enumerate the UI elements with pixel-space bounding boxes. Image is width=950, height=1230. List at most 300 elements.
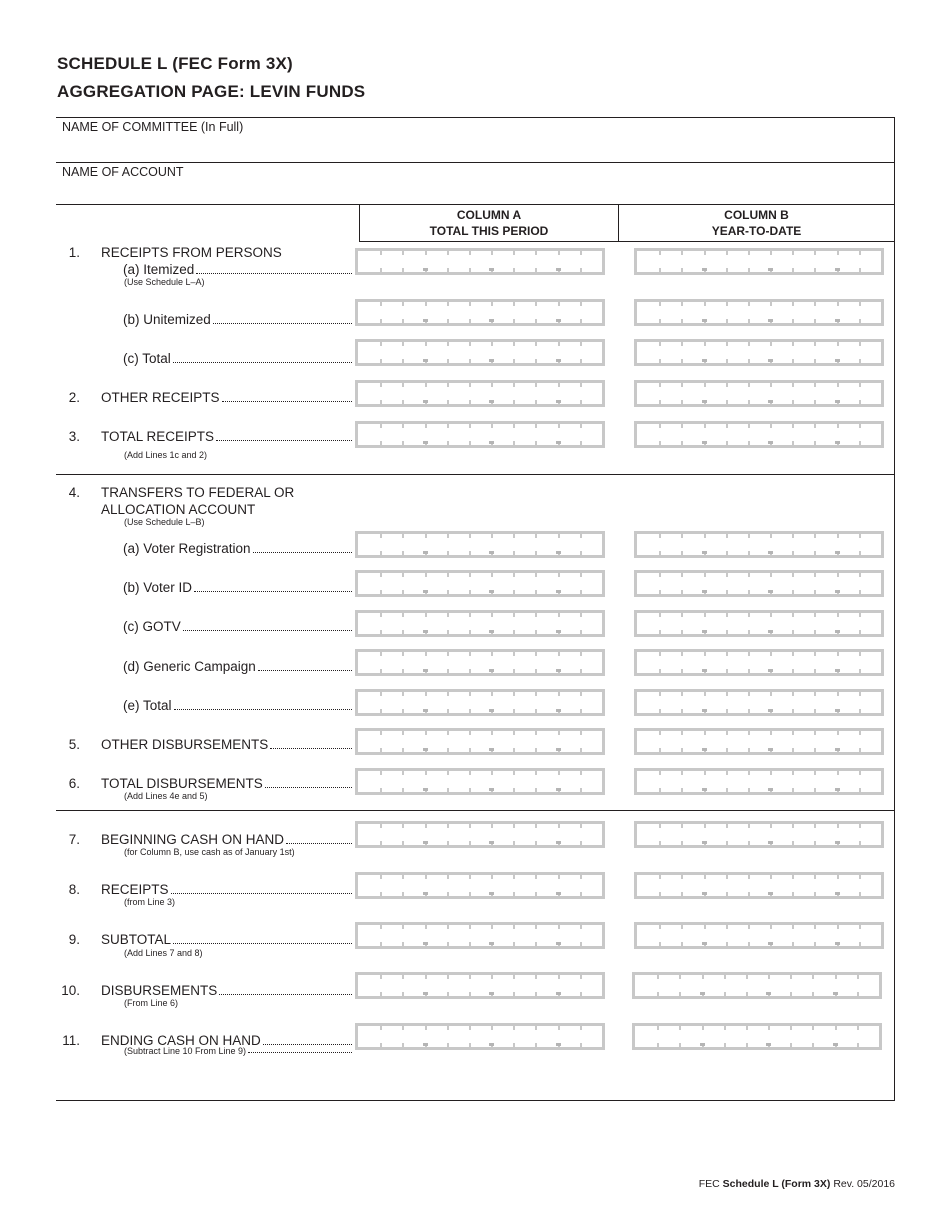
line-3-note: (Add Lines 1c and 2): [124, 450, 208, 460]
line-4b-column-b-input[interactable]: [634, 570, 884, 597]
line-1c-column-a-input[interactable]: [355, 339, 605, 366]
line-4a-column-b-input[interactable]: [634, 531, 884, 558]
separator-mark: [766, 992, 771, 995]
digit-tick: [447, 748, 449, 752]
separator-mark: [556, 268, 561, 271]
separator-mark: [423, 992, 428, 995]
digit-tick: [380, 892, 382, 896]
line-2-column-b-input[interactable]: [634, 380, 884, 407]
digit-tick: [681, 424, 683, 428]
digit-tick: [580, 613, 582, 617]
digit-tick: [447, 992, 449, 996]
digit-tick: [558, 573, 560, 577]
digit-tick: [792, 342, 794, 346]
digit-tick: [704, 613, 706, 617]
line-8-column-a-input[interactable]: [355, 872, 605, 899]
digit-tick: [558, 875, 560, 879]
line-1a-column-a-input[interactable]: [355, 248, 605, 275]
digit-tick: [513, 709, 515, 713]
account-name-label: NAME OF ACCOUNT: [62, 165, 184, 179]
line-1a-row-label: [123, 262, 352, 277]
digit-tick: [447, 359, 449, 363]
line-4e-row-label: [123, 698, 352, 713]
digit-tick: [469, 268, 471, 272]
digit-tick: [659, 268, 661, 272]
digit-tick: [469, 319, 471, 323]
digit-tick: [535, 400, 537, 404]
digit-tick: [859, 841, 861, 845]
column-b-header: [619, 207, 894, 239]
digit-tick: [659, 788, 661, 792]
digit-tick: [659, 771, 661, 775]
separator-mark: [833, 992, 838, 995]
separator-mark: [423, 630, 428, 633]
digit-tick: [535, 1043, 537, 1047]
digit-tick: [580, 669, 582, 673]
digit-tick: [790, 975, 792, 979]
digit-tick: [580, 975, 582, 979]
line-1b-column-a-input[interactable]: [355, 299, 605, 326]
digit-tick: [380, 975, 382, 979]
digit-tick: [837, 251, 839, 255]
digit-tick: [447, 1043, 449, 1047]
digit-tick: [837, 925, 839, 929]
digit-tick: [469, 709, 471, 713]
digit-tick: [513, 268, 515, 272]
line-9-label: SUBTOTAL: [101, 932, 172, 947]
digit-tick: [402, 942, 404, 946]
digit-tick: [726, 748, 728, 752]
digit-tick: [726, 875, 728, 879]
separator-mark: [556, 892, 561, 895]
leader-dots: [253, 552, 352, 553]
digit-tick: [513, 975, 515, 979]
digit-tick: [659, 251, 661, 255]
line-4e-column-b-input[interactable]: [634, 689, 884, 716]
digit-tick: [770, 771, 772, 775]
digit-tick: [535, 319, 537, 323]
digit-tick: [681, 573, 683, 577]
digit-tick: [681, 251, 683, 255]
digit-tick: [535, 669, 537, 673]
separator-mark: [423, 841, 428, 844]
digit-tick: [402, 319, 404, 323]
line-10-column-a-input[interactable]: [355, 972, 605, 999]
digit-tick: [491, 424, 493, 428]
line-4-number: 4.: [68, 485, 80, 500]
line-3-column-b-input[interactable]: [634, 421, 884, 448]
separator-mark: [489, 630, 494, 633]
digit-tick: [380, 630, 382, 634]
digit-tick: [380, 942, 382, 946]
digit-tick: [679, 992, 681, 996]
digit-tick: [792, 400, 794, 404]
digit-tick: [748, 424, 750, 428]
digit-tick: [681, 824, 683, 828]
digit-tick: [469, 551, 471, 555]
digit-tick: [513, 573, 515, 577]
digit-tick: [659, 400, 661, 404]
digit-tick: [659, 709, 661, 713]
digit-tick: [659, 302, 661, 306]
digit-tick: [447, 573, 449, 577]
digit-tick: [469, 1026, 471, 1030]
digit-tick: [859, 630, 861, 634]
digit-tick: [535, 652, 537, 656]
digit-tick: [770, 573, 772, 577]
digit-tick: [726, 841, 728, 845]
digit-tick: [859, 590, 861, 594]
digit-tick: [659, 824, 661, 828]
line-4c-column-b-input[interactable]: [634, 610, 884, 637]
line-11-number: 11.: [62, 1033, 80, 1048]
line-8-column-b-input[interactable]: [634, 872, 884, 899]
digit-tick: [558, 383, 560, 387]
digit-tick: [792, 731, 794, 735]
line-2-number: 2.: [68, 390, 80, 405]
line-4-label-line-2: ALLOCATION ACCOUNT: [101, 502, 256, 517]
separator-mark: [489, 942, 494, 945]
digit-tick: [859, 400, 861, 404]
digit-tick: [859, 788, 861, 792]
digit-tick: [726, 824, 728, 828]
digit-tick: [748, 400, 750, 404]
digit-tick: [814, 892, 816, 896]
separator-mark: [489, 551, 494, 554]
digit-tick: [748, 875, 750, 879]
digit-tick: [513, 424, 515, 428]
digit-tick: [558, 251, 560, 255]
digit-tick: [681, 268, 683, 272]
digit-tick: [425, 875, 427, 879]
digit-tick: [792, 748, 794, 752]
separator-mark: [423, 551, 428, 554]
separator-mark: [556, 400, 561, 403]
digit-tick: [748, 942, 750, 946]
digit-tick: [681, 342, 683, 346]
digit-tick: [580, 383, 582, 387]
separator-mark: [702, 630, 707, 633]
digit-tick: [837, 875, 839, 879]
line-6-column-b-input[interactable]: [634, 768, 884, 795]
digit-tick: [702, 1026, 704, 1030]
digit-tick: [659, 692, 661, 696]
line-4d-column-a-input[interactable]: [355, 649, 605, 676]
digit-tick: [681, 692, 683, 696]
digit-tick: [380, 709, 382, 713]
digit-tick: [580, 342, 582, 346]
digit-tick: [513, 731, 515, 735]
digit-tick: [837, 692, 839, 696]
digit-tick: [724, 992, 726, 996]
digit-tick: [380, 748, 382, 752]
form-frame-bottom: [56, 1100, 895, 1101]
separator-mark: [489, 892, 494, 895]
line-2-row-label: [101, 390, 352, 405]
line-4a-label: (a) Voter Registration: [123, 541, 251, 556]
separator-mark: [702, 268, 707, 271]
digit-tick: [469, 424, 471, 428]
line-5-column-b-input[interactable]: [634, 728, 884, 755]
digit-tick: [770, 534, 772, 538]
digit-tick: [859, 709, 861, 713]
digit-tick: [681, 771, 683, 775]
digit-tick: [659, 534, 661, 538]
digit-tick: [447, 319, 449, 323]
digit-tick: [380, 992, 382, 996]
digit-tick: [469, 342, 471, 346]
leader-dots: [265, 787, 352, 788]
separator-mark: [768, 788, 773, 791]
separator-mark: [835, 841, 840, 844]
digit-tick: [447, 771, 449, 775]
line-4b-row-label: [123, 580, 352, 595]
line-4d-column-b-input[interactable]: [634, 649, 884, 676]
digit-tick: [402, 302, 404, 306]
leader-dots: [258, 670, 352, 671]
digit-tick: [704, 534, 706, 538]
digit-tick: [447, 613, 449, 617]
digit-tick: [792, 359, 794, 363]
line-11-column-a-input[interactable]: [355, 1023, 605, 1050]
digit-tick: [681, 788, 683, 792]
digit-tick: [814, 268, 816, 272]
separator-mark: [702, 441, 707, 444]
digit-tick: [681, 441, 683, 445]
digit-tick: [535, 424, 537, 428]
digit-tick: [726, 630, 728, 634]
separator-mark: [835, 319, 840, 322]
separator-mark: [768, 400, 773, 403]
separator-mark: [489, 992, 494, 995]
digit-tick: [380, 788, 382, 792]
digit-tick: [380, 841, 382, 845]
digit-tick: [814, 841, 816, 845]
digit-tick: [580, 692, 582, 696]
digit-tick: [770, 342, 772, 346]
line-1-number: 1.: [68, 245, 80, 260]
digit-tick: [535, 748, 537, 752]
line-9-column-b-input[interactable]: [634, 922, 884, 949]
digit-tick: [380, 424, 382, 428]
digit-tick: [814, 824, 816, 828]
separator-mark: [489, 709, 494, 712]
digit-tick: [447, 534, 449, 538]
separator-mark: [702, 319, 707, 322]
separator-mark: [556, 630, 561, 633]
digit-tick: [659, 613, 661, 617]
separator-mark: [768, 841, 773, 844]
digit-tick: [580, 892, 582, 896]
digit-tick: [447, 590, 449, 594]
column-b-subheading: YEAR-TO-DATE: [711, 224, 802, 238]
digit-tick: [402, 748, 404, 752]
separator-mark: [768, 359, 773, 362]
line-3-row-label: [101, 429, 352, 444]
digit-tick: [748, 748, 750, 752]
line-10-column-b-input[interactable]: [632, 972, 882, 999]
digit-tick: [657, 1026, 659, 1030]
digit-tick: [469, 652, 471, 656]
separator-mark: [556, 942, 561, 945]
digit-tick: [580, 875, 582, 879]
digit-tick: [580, 400, 582, 404]
digit-tick: [726, 534, 728, 538]
digit-tick: [659, 319, 661, 323]
digit-tick: [447, 692, 449, 696]
digit-tick: [726, 251, 728, 255]
digit-tick: [447, 302, 449, 306]
digit-tick: [726, 613, 728, 617]
line-8-note: (from Line 3): [124, 897, 176, 907]
line-1c-label: (c) Total: [123, 351, 171, 366]
digit-tick: [726, 342, 728, 346]
line-6-row-label: [101, 776, 352, 791]
digit-tick: [859, 268, 861, 272]
digit-tick: [580, 359, 582, 363]
digit-tick: [513, 992, 515, 996]
line-4a-column-a-input[interactable]: [355, 531, 605, 558]
line-11-column-b-input[interactable]: [632, 1023, 882, 1050]
digit-tick: [726, 573, 728, 577]
digit-tick: [469, 590, 471, 594]
digit-tick: [402, 359, 404, 363]
line-4c-column-a-input[interactable]: [355, 610, 605, 637]
digit-tick: [469, 669, 471, 673]
separator-mark: [423, 359, 428, 362]
digit-tick: [859, 342, 861, 346]
digit-tick: [380, 925, 382, 929]
digit-tick: [748, 692, 750, 696]
line-2-column-a-input[interactable]: [355, 380, 605, 407]
leader-dots: [194, 591, 352, 592]
line-5-column-a-input[interactable]: [355, 728, 605, 755]
digit-tick: [469, 824, 471, 828]
leader-dots: [171, 893, 352, 894]
digit-tick: [469, 613, 471, 617]
line-5-number: 5.: [68, 737, 80, 752]
digit-tick: [859, 534, 861, 538]
digit-tick: [659, 551, 661, 555]
digit-tick: [726, 709, 728, 713]
line-5-label: OTHER DISBURSEMENTS: [101, 737, 269, 752]
line-5-row-label: [101, 737, 352, 752]
digit-tick: [402, 841, 404, 845]
digit-tick: [447, 652, 449, 656]
section-divider: [56, 474, 895, 475]
line-10-note: (From Line 6): [124, 998, 179, 1008]
line-1a-column-b-input[interactable]: [634, 248, 884, 275]
separator-mark: [556, 992, 561, 995]
digit-tick: [859, 892, 861, 896]
digit-tick: [447, 975, 449, 979]
line-4d-label: (d) Generic Campaign: [123, 659, 256, 674]
digit-tick: [513, 359, 515, 363]
digit-tick: [380, 319, 382, 323]
digit-tick: [535, 630, 537, 634]
digit-tick: [469, 359, 471, 363]
digit-tick: [447, 268, 449, 272]
digit-tick: [770, 424, 772, 428]
digit-tick: [535, 534, 537, 538]
digit-tick: [402, 788, 404, 792]
line-4e-column-a-input[interactable]: [355, 689, 605, 716]
digit-tick: [792, 441, 794, 445]
line-3-column-a-input[interactable]: [355, 421, 605, 448]
digit-tick: [859, 669, 861, 673]
line-10-row-label: [101, 983, 352, 998]
digit-tick: [859, 251, 861, 255]
line-7-column-b-input[interactable]: [634, 821, 884, 848]
committee-name-label: NAME OF COMMITTEE (In Full): [62, 120, 244, 134]
footer-form-name: Schedule L (Form 3X): [722, 1178, 831, 1190]
separator-mark: [835, 400, 840, 403]
digit-tick: [814, 302, 816, 306]
separator-mark: [768, 748, 773, 751]
digit-tick: [535, 709, 537, 713]
digit-tick: [447, 342, 449, 346]
separator-mark: [489, 1043, 494, 1046]
digit-tick: [535, 942, 537, 946]
separator-mark: [702, 942, 707, 945]
line-7-column-a-input[interactable]: [355, 821, 605, 848]
separator-mark: [556, 359, 561, 362]
digit-tick: [535, 692, 537, 696]
digit-tick: [859, 441, 861, 445]
form-frame-right: [894, 117, 895, 1101]
digit-tick: [447, 630, 449, 634]
leader-dots: [196, 273, 352, 274]
digit-tick: [681, 551, 683, 555]
schedule-title: SCHEDULE L (FEC Form 3X): [57, 54, 293, 73]
separator-mark: [835, 892, 840, 895]
digit-tick: [380, 573, 382, 577]
digit-tick: [726, 771, 728, 775]
separator-mark: [556, 748, 561, 751]
digit-tick: [681, 534, 683, 538]
line-7-label: BEGINNING CASH ON HAND: [101, 832, 285, 847]
line-9-column-a-input[interactable]: [355, 922, 605, 949]
digit-tick: [580, 441, 582, 445]
column-b-heading: COLUMN B: [724, 208, 789, 222]
digit-tick: [535, 383, 537, 387]
separator-mark: [768, 942, 773, 945]
line-6-column-a-input[interactable]: [355, 768, 605, 795]
digit-tick: [814, 590, 816, 594]
divider: [56, 162, 895, 163]
digit-tick: [814, 771, 816, 775]
digit-tick: [402, 441, 404, 445]
digit-tick: [859, 925, 861, 929]
digit-tick: [402, 590, 404, 594]
line-4b-column-a-input[interactable]: [355, 570, 605, 597]
line-1c-column-b-input[interactable]: [634, 339, 884, 366]
digit-tick: [447, 441, 449, 445]
line-11-note-row: [124, 1046, 352, 1056]
line-7-row-label: [101, 832, 352, 847]
digit-tick: [681, 590, 683, 594]
digit-tick: [491, 771, 493, 775]
digit-tick: [746, 1043, 748, 1047]
digit-tick: [580, 942, 582, 946]
digit-tick: [425, 692, 427, 696]
separator-mark: [423, 788, 428, 791]
digit-tick: [513, 748, 515, 752]
digit-tick: [580, 731, 582, 735]
separator-mark: [423, 709, 428, 712]
digit-tick: [746, 1026, 748, 1030]
line-1b-column-b-input[interactable]: [634, 299, 884, 326]
